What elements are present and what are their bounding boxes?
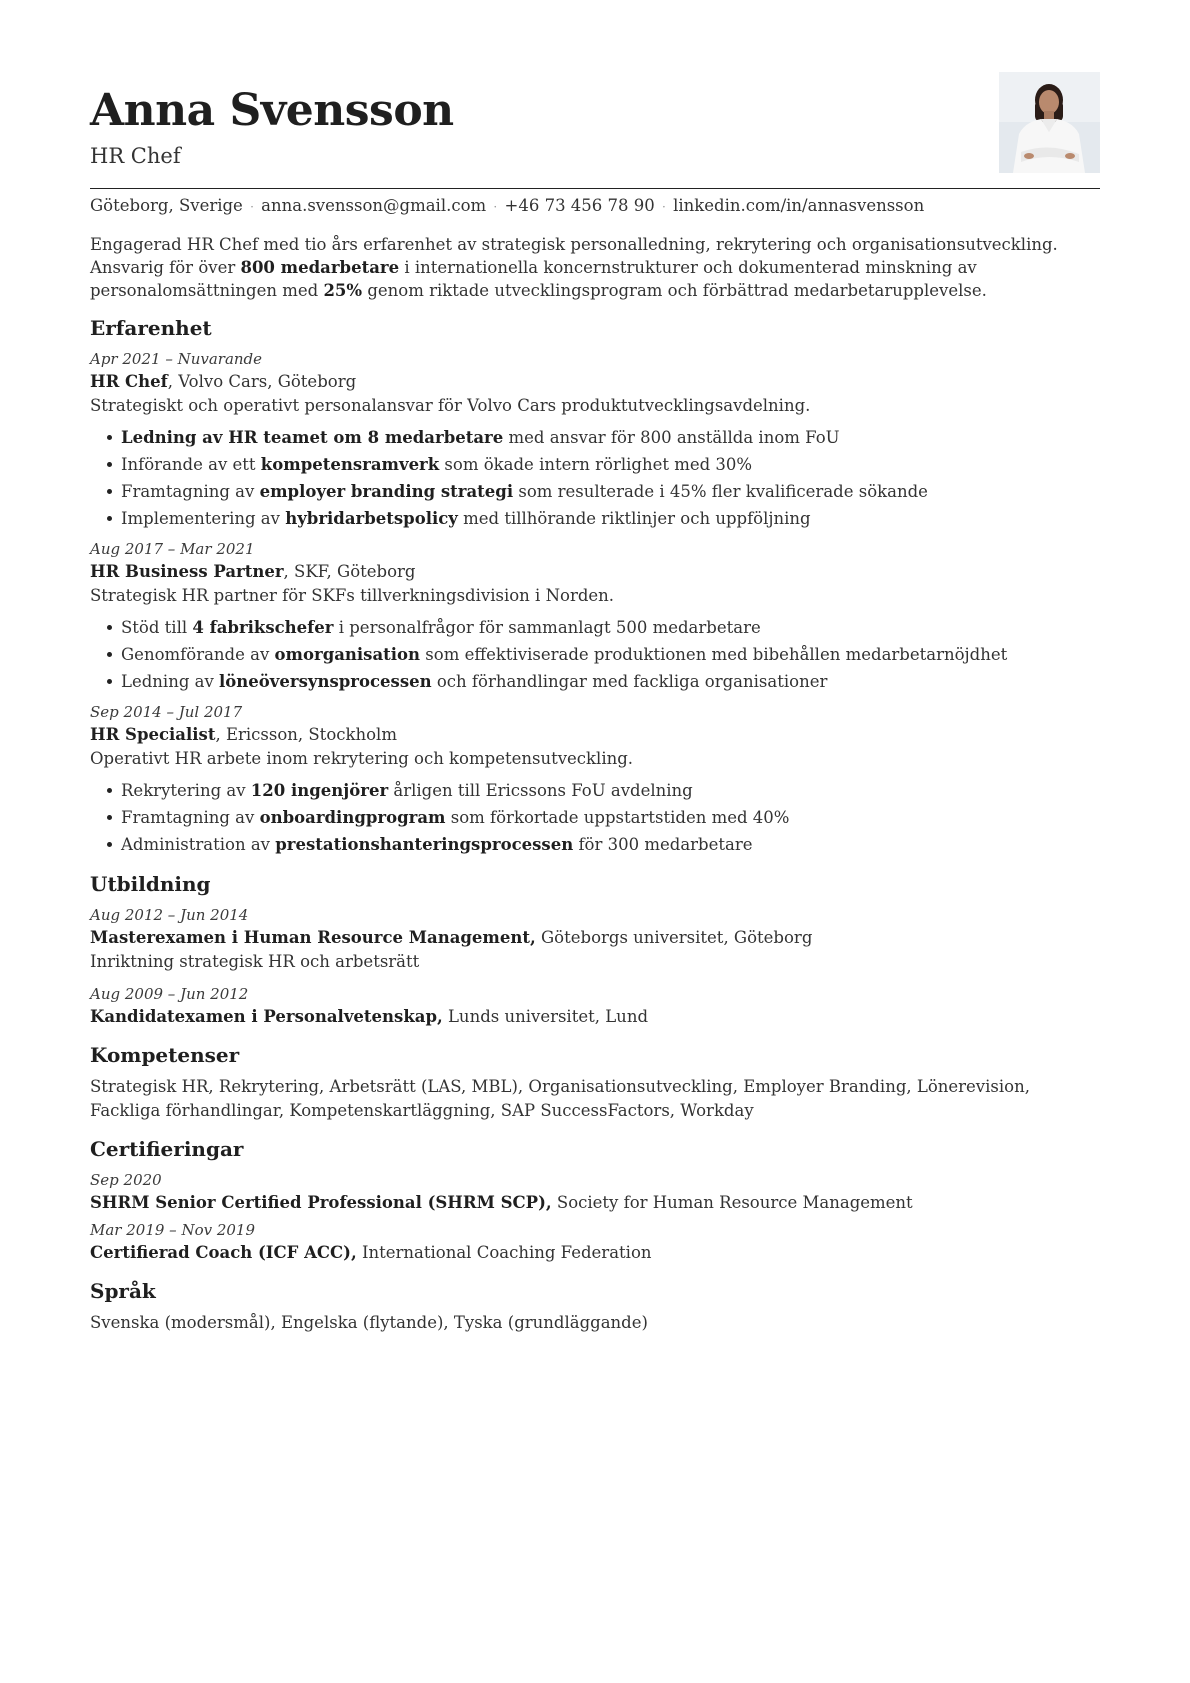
contact-location: Göteborg, Sverige <box>90 196 243 215</box>
experience-date: Apr 2021 – Nuvarande <box>90 350 263 368</box>
experience-role: HR Specialist <box>90 725 216 744</box>
education-degree: Masterexamen i Human Resource Management, <box>90 928 536 947</box>
bullet-item: Rekrytering av 120 ingenjörer årligen till Ericssons FoU avdelning <box>121 777 1100 804</box>
contact-line <box>90 194 1100 219</box>
section-heading-experience: Erfarenhet <box>90 316 212 340</box>
education-date: Aug 2009 – Jun 2012 <box>90 985 249 1003</box>
certification-name: Certifierad Coach (ICF ACC), <box>90 1243 357 1262</box>
experience-description: Strategiskt och operativt personalansvar för Volvo Cars produktutvecklingsavdelning. <box>90 396 811 415</box>
contact-separator: · <box>250 200 254 214</box>
certification-item <box>90 1169 1100 1215</box>
experience-org: , Volvo Cars, Göteborg <box>167 372 357 391</box>
experience-description: Strategisk HR partner för SKFs tillverkningsdivision i Norden. <box>90 586 615 605</box>
experience-item <box>90 348 1100 532</box>
bullet-item: Stöd till 4 fabrikschefer i personalfrågor för sammanlagt 500 medarbetare <box>121 614 1100 641</box>
section-heading-education: Utbildning <box>90 872 211 896</box>
education-degree-line <box>90 926 1100 950</box>
profile-summary <box>90 233 1100 302</box>
skills-list: Strategisk HR, Rekrytering, Arbetsrätt (LAS, MBL), Organisationsutveckling, Employer Branding, Lönerevision, Fackliga förhandlingar, Kompetenskartläggning, SAP SuccessFactors, Workday <box>90 1077 1030 1120</box>
experience-role-line <box>90 560 1100 584</box>
bullet-item: Administration av prestationshanteringsprocessen för 300 medarbetare <box>121 831 1100 858</box>
certification-item <box>90 1219 1100 1265</box>
bullet-item: Ledning av HR teamet om 8 medarbetare med ansvar för 800 anställda inom FoU <box>121 424 1100 451</box>
certification-issuer: International Coaching Federation <box>356 1243 652 1262</box>
section-heading-skills: Kompetenser <box>90 1043 240 1067</box>
summary-text: i internationella koncernstrukturer och dokumenterad minskning av personalomsättningen med <box>90 258 977 300</box>
languages-list: Svenska (modersmål), Engelska (flytande), Tyska (grundläggande) <box>90 1313 648 1332</box>
summary-highlight: 25% <box>323 281 363 300</box>
education-school: Lunds universitet, Lund <box>442 1007 649 1026</box>
candidate-name: Anna Svensson <box>90 85 454 136</box>
certification-line <box>90 1241 1100 1265</box>
section-heading-languages: Språk <box>90 1279 156 1303</box>
header-divider <box>90 188 1100 189</box>
experience-role-line <box>90 370 1100 394</box>
profile-photo-image <box>999 72 1100 173</box>
certification-line <box>90 1191 1100 1215</box>
certification-date: Sep 2020 <box>90 1171 162 1189</box>
education-item <box>90 904 1100 974</box>
bullet-item: Genomförande av omorganisation som effektiviserade produktionen med bibehållen medarbetarnöjdhet <box>121 641 1100 668</box>
experience-org: , Ericsson, Stockholm <box>215 725 397 744</box>
certification-date: Mar 2019 – Nov 2019 <box>90 1221 256 1239</box>
contact-phone[interactable]: +46 73 456 78 90 <box>504 196 655 215</box>
experience-org: , SKF, Göteborg <box>283 562 416 581</box>
resume-header <box>90 0 1100 189</box>
profile-photo <box>999 72 1100 173</box>
summary-text: Engagerad HR Chef med tio års erfarenhet av strategisk personalledning, rekrytering och organisationsutveckling. Ansvarig för över <box>90 235 1058 277</box>
experience-date: Sep 2014 – Jul 2017 <box>90 703 243 721</box>
certification-name: SHRM Senior Certified Professional (SHRM SCP), <box>90 1193 552 1212</box>
experience-role: HR Business Partner <box>90 562 284 581</box>
experience-bullets <box>90 777 1100 858</box>
education-degree-line <box>90 1005 1100 1029</box>
bullet-item: Implementering av hybridarbetspolicy med tillhörande riktlinjer och uppföljning <box>121 505 1100 532</box>
summary-text: genom riktade utvecklingsprogram och förbättrad medarbetarupplevelse. <box>362 281 987 300</box>
bullet-item: Ledning av löneöversynsprocessen och förhandlingar med fackliga organisationer <box>121 668 1100 695</box>
contact-email[interactable]: anna.svensson@gmail.com <box>261 196 487 215</box>
contact-linkedin[interactable]: linkedin.com/in/annasvensson <box>673 196 925 215</box>
education-item <box>90 983 1100 1029</box>
experience-role-line <box>90 723 1100 747</box>
experience-role: HR Chef <box>90 372 168 391</box>
education-degree: Kandidatexamen i Personalvetenskap, <box>90 1007 443 1026</box>
bullet-item: Framtagning av employer branding strategi som resulterade i 45% fler kvalificerade sökande <box>121 478 1100 505</box>
summary-highlight: 800 medarbetare <box>240 258 400 277</box>
certification-issuer: Society for Human Resource Management <box>551 1193 913 1212</box>
experience-item <box>90 538 1100 695</box>
experience-bullets <box>90 614 1100 695</box>
experience-item <box>90 701 1100 858</box>
education-note: Inriktning strategisk HR och arbetsrätt <box>90 952 420 971</box>
candidate-title: HR Chef <box>90 144 181 168</box>
contact-separator: · <box>493 200 498 214</box>
education-school: Göteborgs universitet, Göteborg <box>535 928 813 947</box>
experience-description: Operativt HR arbete inom rekrytering och kompetensutveckling. <box>90 749 634 768</box>
experience-date: Aug 2017 – Mar 2021 <box>90 540 255 558</box>
bullet-item: Framtagning av onboardingprogram som förkortade uppstartstiden med 40% <box>121 804 1100 831</box>
section-heading-certifications: Certifieringar <box>90 1137 244 1161</box>
education-date: Aug 2012 – Jun 2014 <box>90 906 249 924</box>
experience-bullets <box>90 424 1100 532</box>
contact-separator: · <box>662 200 666 214</box>
bullet-item: Införande av ett kompetensramverk som ökade intern rörlighet med 30% <box>121 451 1100 478</box>
